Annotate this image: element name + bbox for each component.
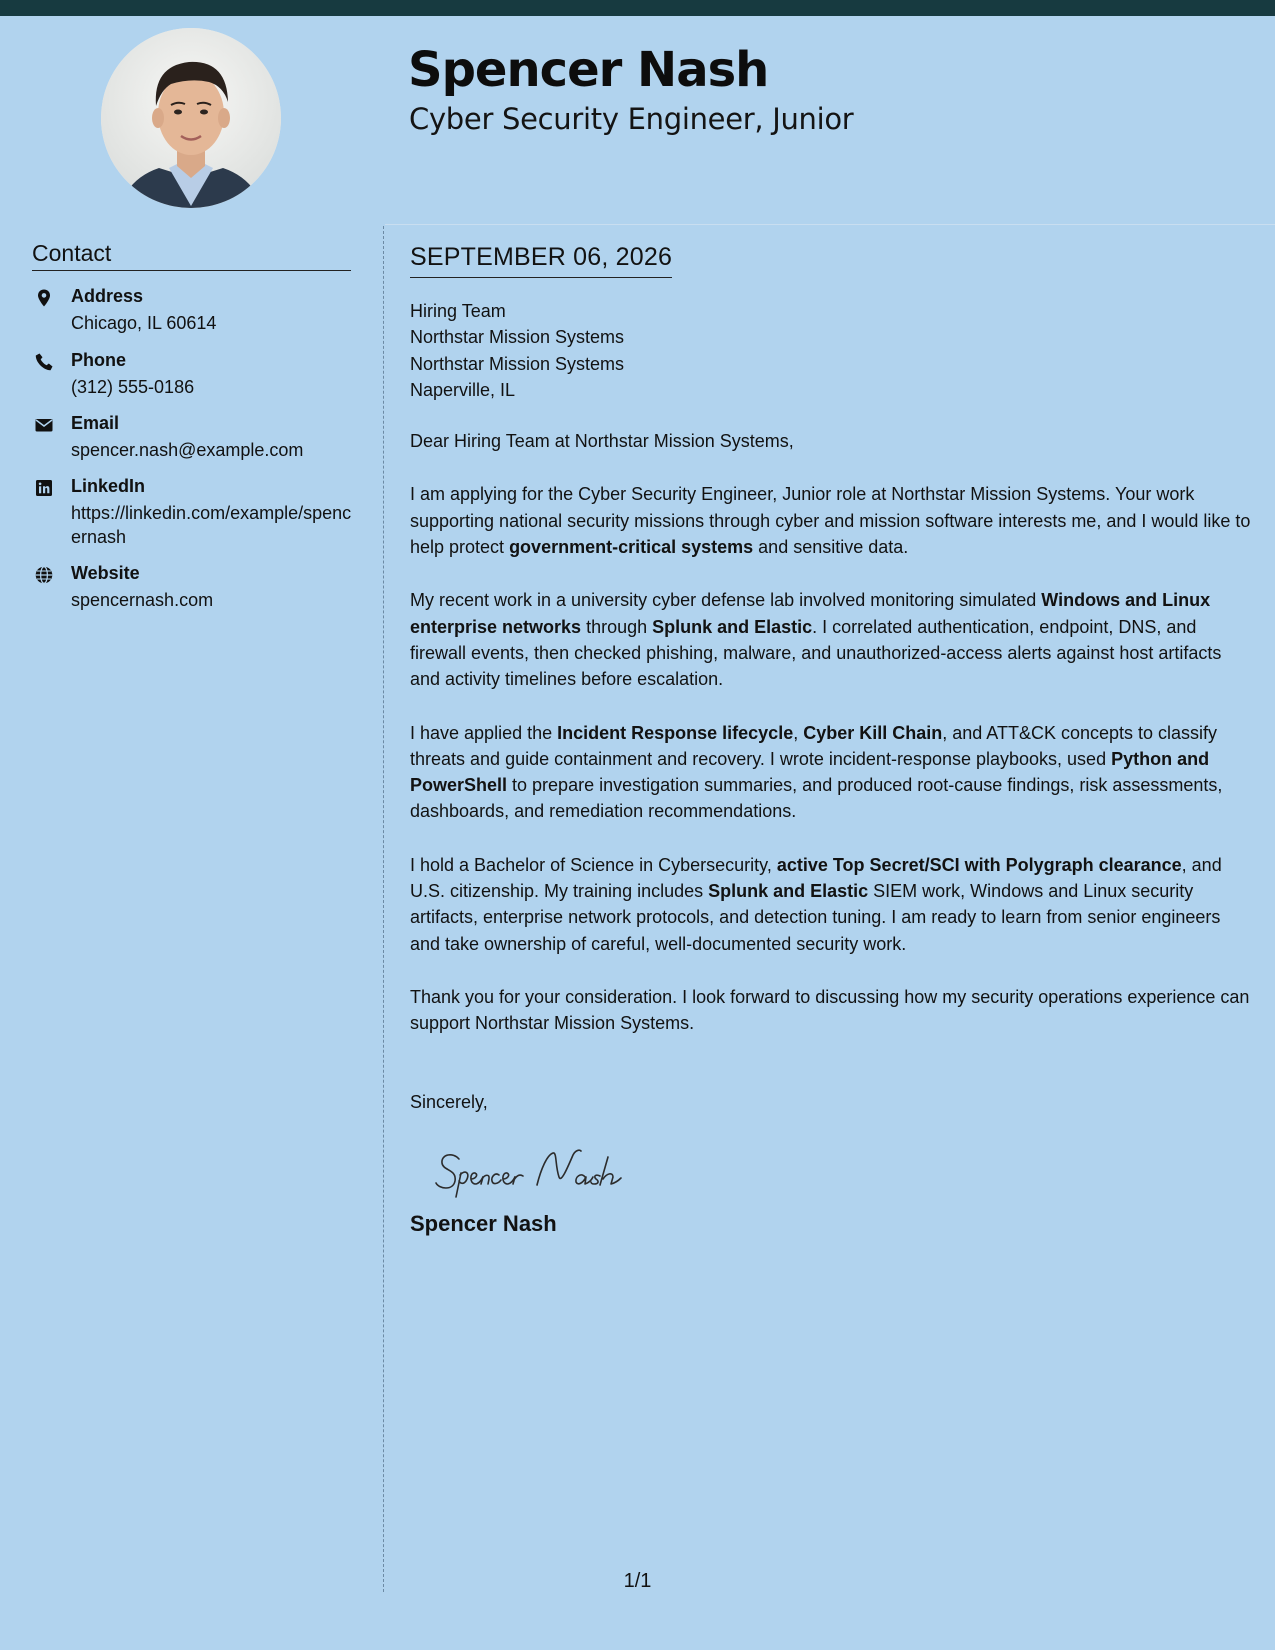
paragraph-text: , and ATT&CK concepts to classify threats and guide containment and recovery. I wrote incident-response playbooks, used bbox=[410, 722, 1218, 769]
header-divider bbox=[385, 224, 1275, 225]
letter-paragraph bbox=[410, 852, 1255, 957]
recipient-line: Naperville, IL bbox=[410, 379, 516, 400]
linkedin-icon bbox=[34, 478, 54, 498]
paragraph-text: Thank you for your consideration. I look forward to discussing how my security operations experience can support Northstar Mission Systems. bbox=[410, 986, 1250, 1034]
top-bar bbox=[0, 0, 1275, 16]
salutation: Dear Hiring Team at Northstar Mission Systems, bbox=[410, 431, 794, 452]
letter-date: SEPTEMBER 06, 2026 bbox=[410, 242, 672, 278]
handwritten-signature bbox=[433, 1139, 663, 1201]
contact-value[interactable]: https://linkedin.com/example/spencernash bbox=[71, 503, 352, 547]
candidate-name: Spencer Nash bbox=[408, 42, 769, 98]
letter-paragraph bbox=[410, 984, 1255, 1037]
paragraph-text: . I correlated authentication, endpoint, DNS, and firewall events, then checked phishing, malware, and unauthorized-access alerts against host artifacts and activity timelines before escalation. bbox=[410, 616, 1222, 690]
emphasis-text: Python and PowerShell bbox=[410, 748, 1210, 796]
emphasis-text: Splunk and Elastic bbox=[652, 616, 813, 637]
signature bbox=[433, 1139, 1255, 1201]
contact-label: Email bbox=[71, 413, 120, 433]
paragraph-text: I hold a Bachelor of Science in Cybersecurity, bbox=[410, 854, 777, 875]
location-pin-icon bbox=[34, 288, 54, 308]
closing: Sincerely, bbox=[410, 1091, 488, 1112]
envelope-icon bbox=[34, 415, 54, 435]
contact-value: (312) 555-0186 bbox=[71, 377, 195, 397]
contact-label: Phone bbox=[71, 350, 127, 370]
emphasis-text: Windows and Linux enterprise networks bbox=[410, 590, 1211, 637]
paragraph-text: and sensitive data. bbox=[753, 537, 909, 558]
letter-paragraph bbox=[410, 587, 1255, 692]
emphasis-text: Cyber Kill Chain bbox=[803, 722, 943, 743]
letter-paragraph bbox=[410, 481, 1255, 560]
page-number: 1/1 bbox=[623, 1570, 652, 1592]
phone-icon bbox=[34, 352, 54, 372]
job-title: Cyber Security Engineer, Junior bbox=[409, 102, 854, 136]
paragraph-text: , bbox=[793, 722, 804, 743]
signer-name: Spencer Nash bbox=[410, 1210, 557, 1236]
contact-label: Address bbox=[71, 286, 144, 306]
contact-label: LinkedIn bbox=[71, 476, 146, 496]
contact-value: spencer.nash@example.com bbox=[71, 440, 304, 460]
column-divider bbox=[383, 226, 384, 1592]
emphasis-text: government-critical systems bbox=[509, 537, 754, 558]
contact-value[interactable]: spencernash.com bbox=[71, 590, 214, 610]
globe-icon bbox=[34, 565, 54, 585]
recipient-line: Northstar Mission Systems bbox=[410, 353, 625, 374]
letter-body bbox=[410, 242, 1255, 1237]
contact-label: Website bbox=[71, 563, 140, 583]
emphasis-text: Incident Response lifecycle bbox=[557, 722, 794, 743]
avatar bbox=[101, 28, 281, 208]
paragraph-text: , and U.S. citizenship. My training includes bbox=[410, 854, 1222, 902]
paragraph-text: My recent work in a university cyber defense lab involved monitoring simulated bbox=[410, 590, 1042, 611]
paragraph-text: to prepare investigation summaries, and produced root-cause findings, risk assessments, dashboards, and remediation recommendations. bbox=[410, 775, 1223, 822]
letter-paragraphs bbox=[410, 481, 1255, 1036]
emphasis-text: active Top Secret/SCI with Polygraph clearance bbox=[776, 854, 1182, 875]
recipient-line: Northstar Mission Systems bbox=[410, 327, 625, 348]
contact-value: Chicago, IL 60614 bbox=[71, 313, 217, 333]
paragraph-text: I am applying for the Cyber Security Engineer, Junior role at Northstar Mission Systems. Your work supporting national security missions through cyber and mission software interests me, and I would like to help protect bbox=[410, 484, 1251, 558]
recipient-line: Hiring Team bbox=[410, 301, 506, 321]
paragraph-text: through bbox=[581, 616, 653, 637]
profile-photo bbox=[101, 28, 281, 208]
paragraph-text: SIEM work, Windows and Linux security artifacts, enterprise network protocols, and detection tuning. I am ready to learn from senior engineers and take ownership of careful, well-documented security work. bbox=[410, 881, 1221, 954]
emphasis-text: Splunk and Elastic bbox=[708, 881, 869, 902]
contact-heading: Contact bbox=[32, 240, 351, 271]
recipient-block bbox=[410, 298, 1255, 403]
paragraph-text: I have applied the bbox=[410, 722, 558, 743]
letter-paragraph bbox=[410, 720, 1255, 825]
